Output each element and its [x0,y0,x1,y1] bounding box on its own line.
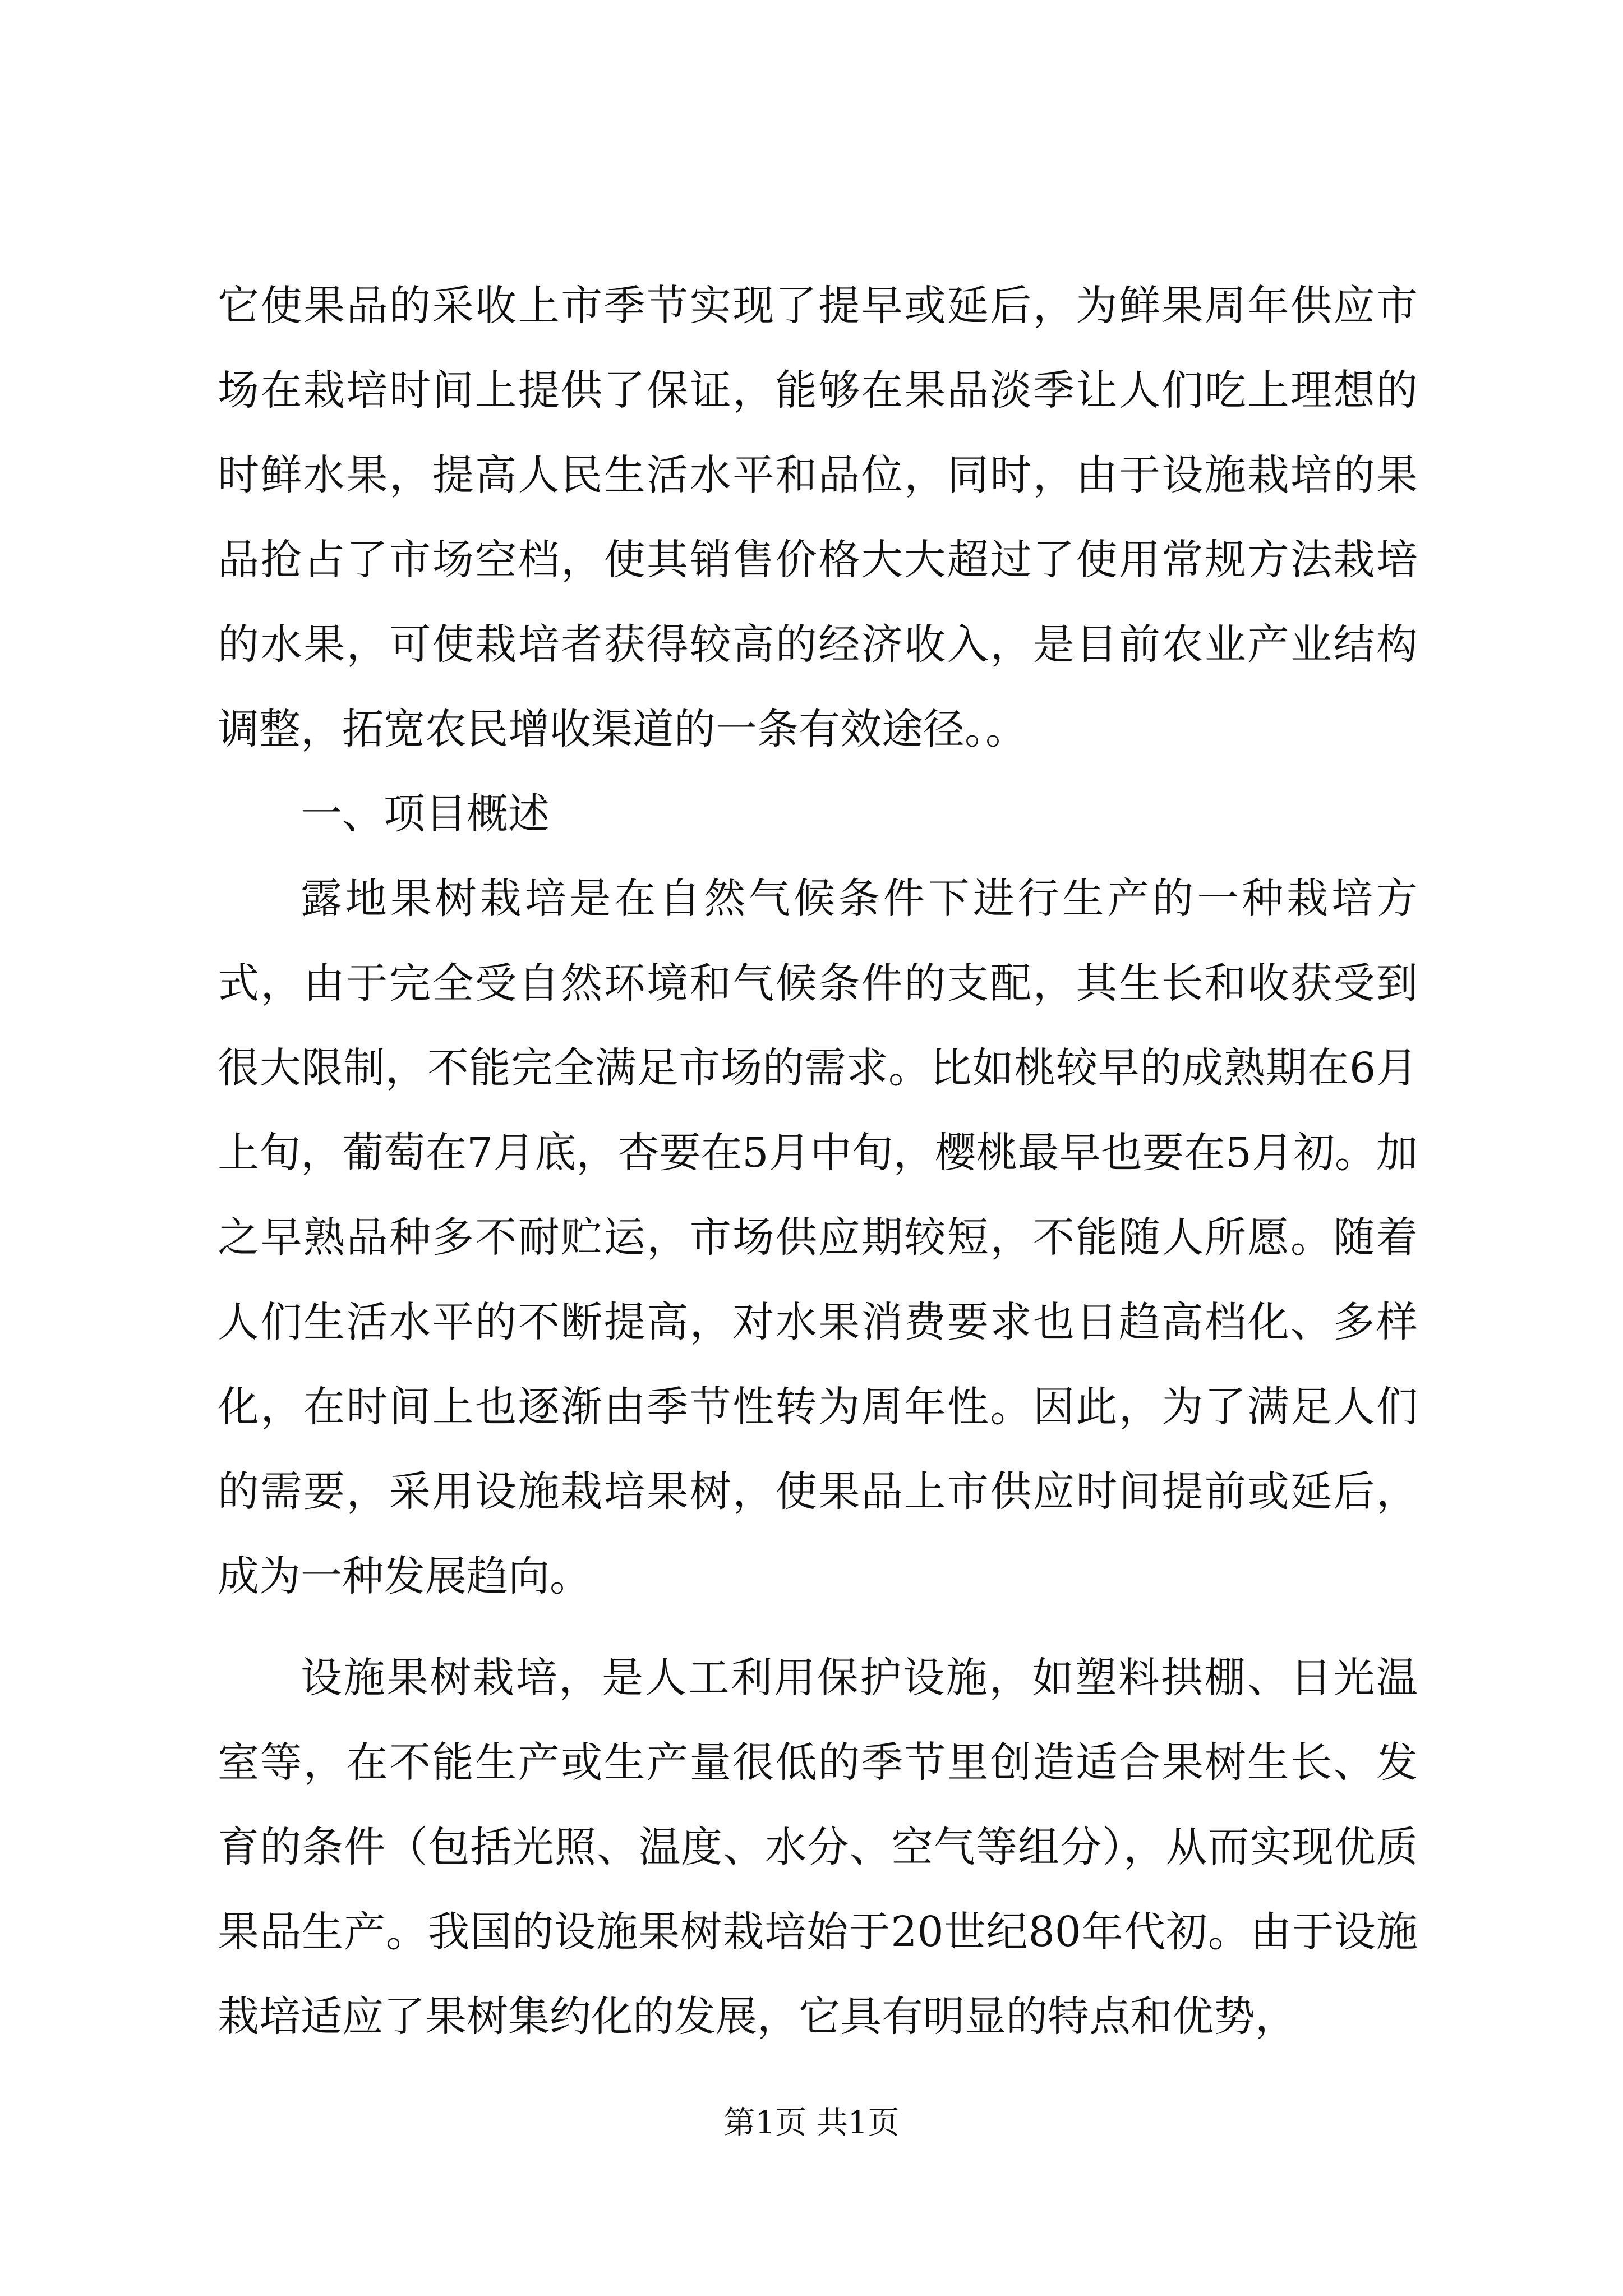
paragraph-spacer [218,1619,1418,1636]
paragraph-continuation: 它使果品的采收上市季节实现了提早或延后，为鲜果周年供应市场在栽培时间上提供了保证，能够在果品淡季让人们吃上理想的时鲜水果，提高人民生活水平和品位，同时，由于设施栽培的果品抢占了市场空档，使其销售价格大大超过了使用常规方法栽培的水果，可使栽培者获得较高的经济收入，是目前农业产业结构调整，拓宽农民增收渠道的一条有效途径。。 [218,282,1418,753]
paragraph-open-field-cultivation: 露地果树栽培是在自然气候条件下进行生产的一种栽培方式，由于完全受自然环境和气候条件的支配，其生长和收获受到很大限制，不能完全满足市场的需求。比如桃较早的成熟期在6月上旬，葡萄在7月底，杏要在5月中旬，樱桃最早也要在5月初。加之早熟品种多不耐贮运，市场供应期较短，不能随人所愿。随着人们生活水平的不断提高，对水果消费要求也日趋高档化、多样化，在时间上也逐渐由季节性转为周年性。因此，为了满足人们的需要，采用设施栽培果树，使果品上市供应时间提前或延后，成为一种发展趋向。 [218,875,1418,1600]
paragraph-facility-cultivation: 设施果树栽培，是人工利用保护设施，如塑料拱棚、日光温室等，在不能生产或生产量很低的季节里创造适合果树生长、发育的条件（包括光照、温度、水分、空气等组分），从而实现优质果品生产。我国的设施果树栽培始于20世纪80年代初。由于设施栽培适应了果树集约化的发展，它具有明显的特点和优势， [218,1654,1418,2041]
page-footer: 第1页 共1页 [723,2105,900,2141]
document-body [218,264,1418,2059]
section-heading: 一、项目概述 [301,790,550,838]
